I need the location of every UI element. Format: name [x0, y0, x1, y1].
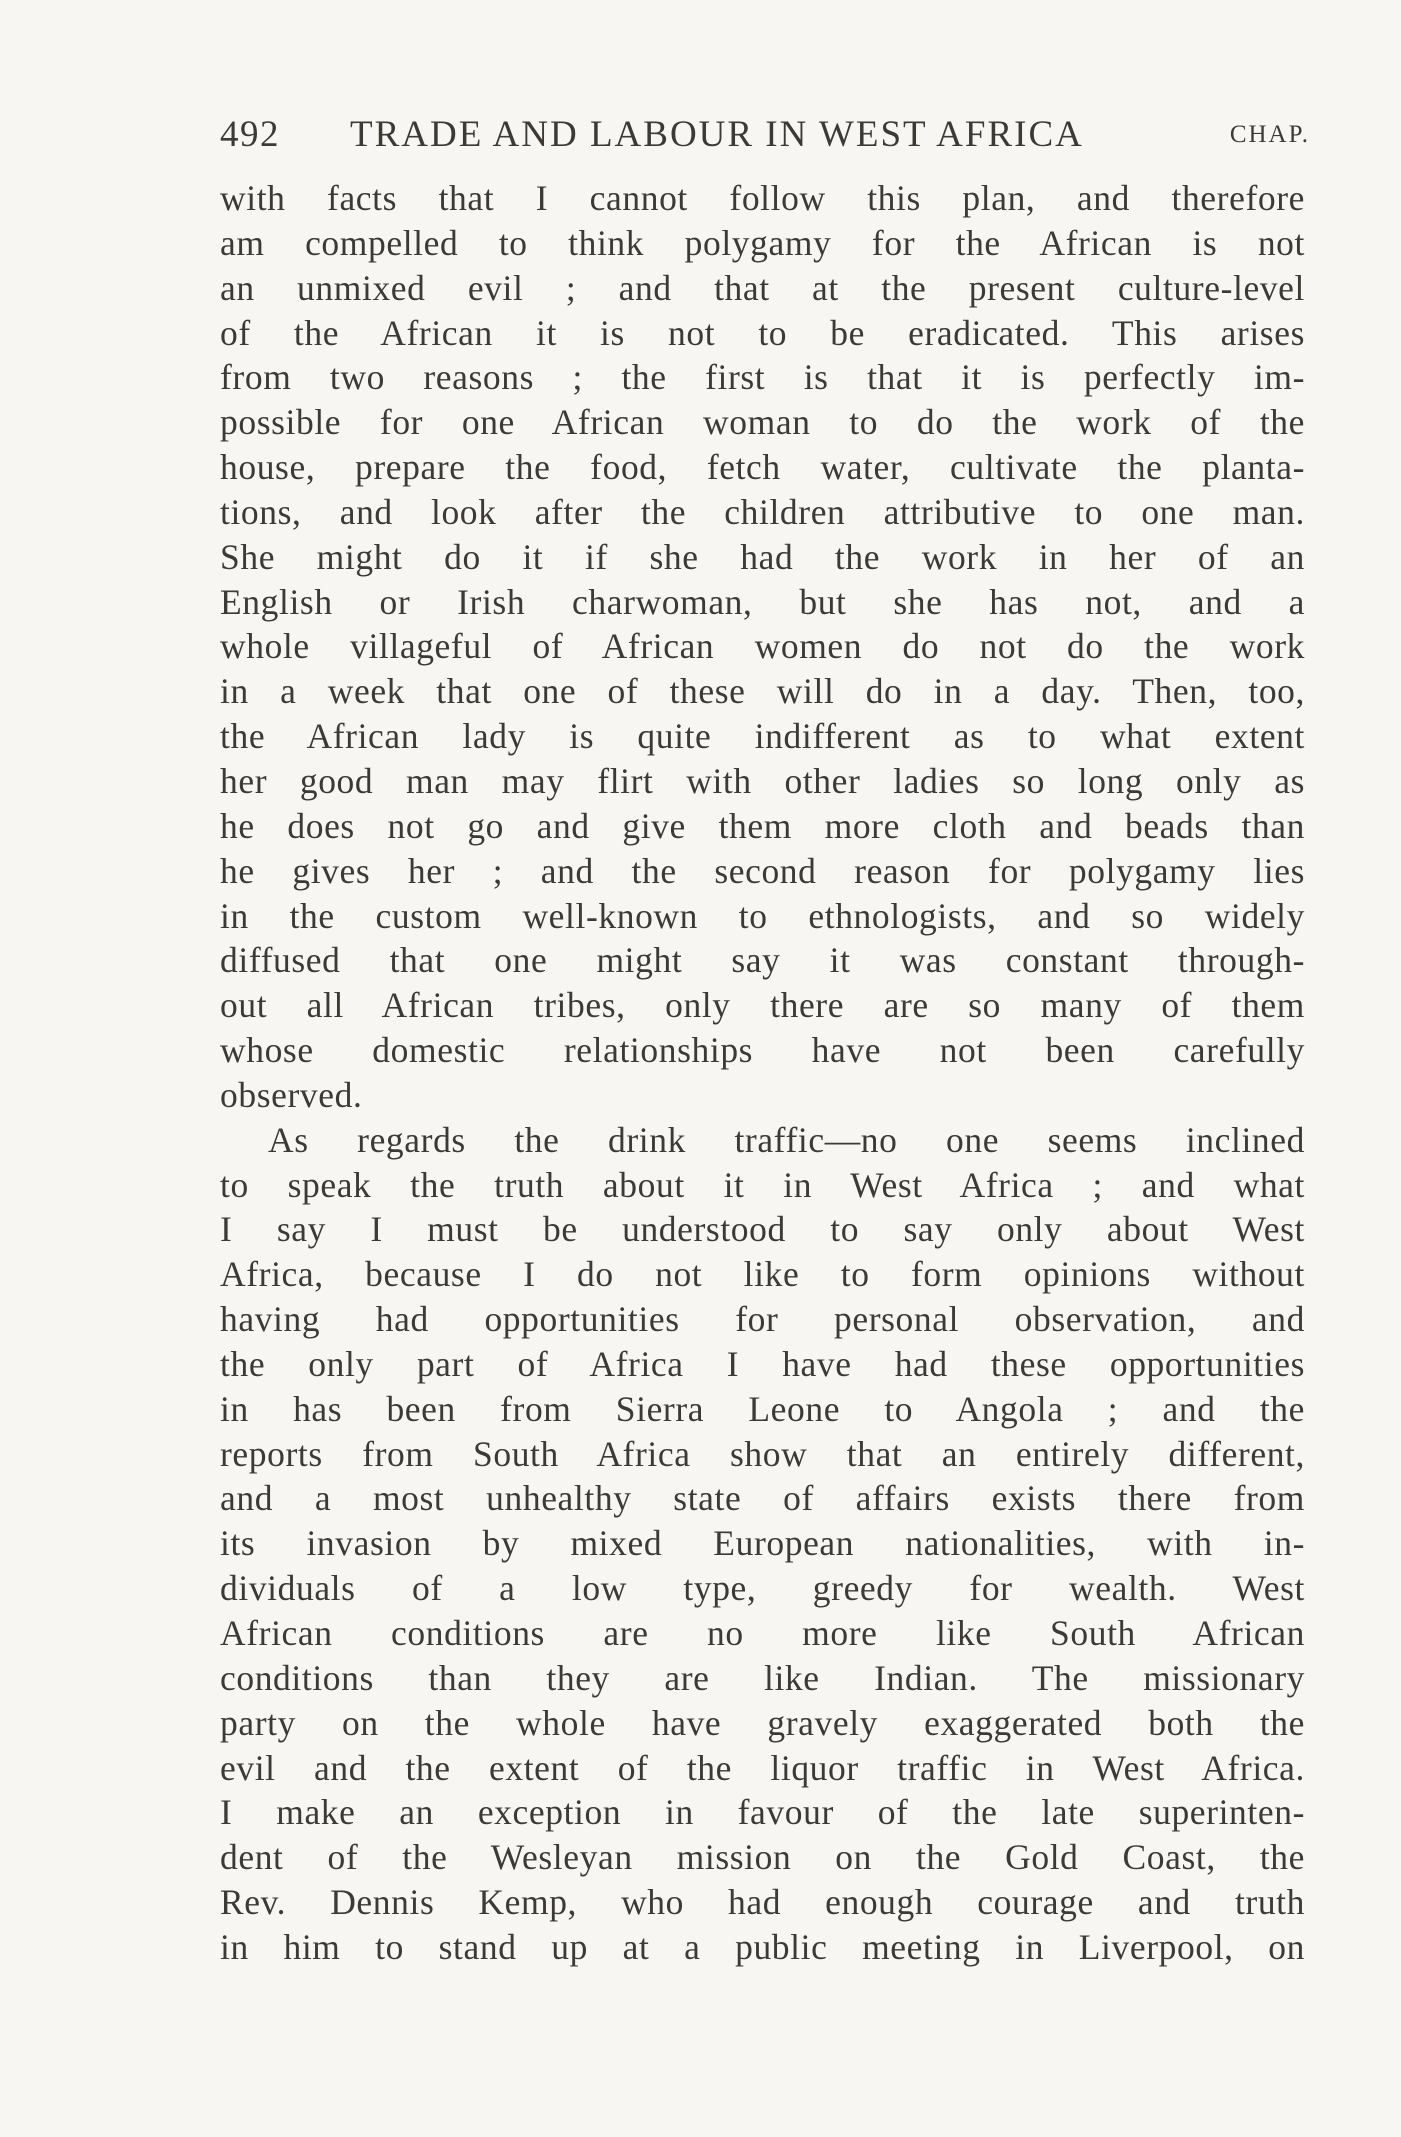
- text-line: out all African tribes, only there are so many of them: [220, 985, 1305, 1026]
- text-line: with facts that I cannot follow this plan, and therefore: [220, 178, 1305, 218]
- text-line: I say I must be understood to say only about West: [220, 1209, 1305, 1250]
- text-line: tions, and look after the children attributive to one man.: [220, 491, 1305, 532]
- text-line: I make an exception in favour of the late superinten-: [220, 1792, 1305, 1833]
- text-line: the African lady is quite indifferent as to what extent: [220, 716, 1305, 757]
- text-line: in the custom well-known to ethnologists, and so widely: [220, 895, 1305, 936]
- text-line: am compelled to think polygamy for the African is not: [220, 222, 1305, 263]
- text-line: the only part of Africa I have had these opportunities: [220, 1343, 1305, 1384]
- text-line: party on the whole have gravely exaggerated both the: [220, 1702, 1305, 1743]
- page-number: 492: [220, 114, 280, 155]
- text-line: its invasion by mixed European nationalities, with in-: [220, 1523, 1305, 1564]
- running-title: TRADE AND LABOUR IN WEST AFRICA: [350, 114, 1084, 155]
- text-line: conditions than they are like Indian. The missionary: [220, 1657, 1305, 1698]
- text-line: he gives her ; and the second reason for polygamy lies: [220, 850, 1305, 891]
- text-line: She might do it if she had the work in her of an: [220, 536, 1305, 577]
- body-text: [220, 176, 1305, 1970]
- text-line: in him to stand up at a public meeting in Liverpool, on: [220, 1926, 1305, 1967]
- text-line: observed.: [220, 1074, 363, 1115]
- chapter-label: CHAP.: [1229, 121, 1310, 148]
- text-line: of the African it is not to be eradicated. This arises: [220, 312, 1305, 353]
- text-line: evil and the extent of the liquor traffic in West Africa.: [220, 1747, 1305, 1788]
- text-line: possible for one African woman to do the work of the: [220, 402, 1305, 443]
- text-line: Africa, because I do not like to form opinions without: [220, 1254, 1305, 1295]
- text-line: to speak the truth about it in West Africa ; and what: [220, 1164, 1305, 1205]
- text-line: dent of the Wesleyan mission on the Gold Coast, the: [220, 1837, 1305, 1878]
- text-line: in has been from Sierra Leone to Angola ; and the: [220, 1388, 1305, 1429]
- text-line: and a most unhealthy state of affairs exists there from: [220, 1478, 1305, 1519]
- text-line: he does not go and give them more cloth and beads than: [220, 805, 1305, 846]
- text-line: her good man may flirt with other ladies so long only as: [220, 760, 1305, 801]
- text-line: English or Irish charwoman, but she has not, and a: [220, 581, 1305, 622]
- text-line: whose domestic relationships have not been carefully: [220, 1030, 1305, 1071]
- text-line: in a week that one of these will do in a day. Then, too,: [220, 671, 1305, 712]
- text-line: As regards the drink traffic—no one seems inclined: [268, 1119, 1305, 1160]
- text-line: diffused that one might say it was constant through-: [220, 940, 1305, 981]
- text-line: Rev. Dennis Kemp, who had enough courage and truth: [220, 1882, 1305, 1923]
- text-line: whole villageful of African women do not do the work: [220, 626, 1305, 667]
- text-line: reports from South Africa show that an entirely different,: [220, 1433, 1305, 1474]
- running-head: [220, 107, 1310, 163]
- text-line: African conditions are no more like South African: [220, 1613, 1305, 1653]
- text-line: house, prepare the food, fetch water, cultivate the planta-: [220, 447, 1305, 488]
- text-line: having had opportunities for personal observation, and: [220, 1299, 1305, 1340]
- text-line: from two reasons ; the first is that it is perfectly im-: [220, 357, 1305, 398]
- text-line: an unmixed evil ; and that at the present culture-level: [220, 267, 1305, 308]
- text-line: dividuals of a low type, greedy for wealth. West: [220, 1568, 1305, 1609]
